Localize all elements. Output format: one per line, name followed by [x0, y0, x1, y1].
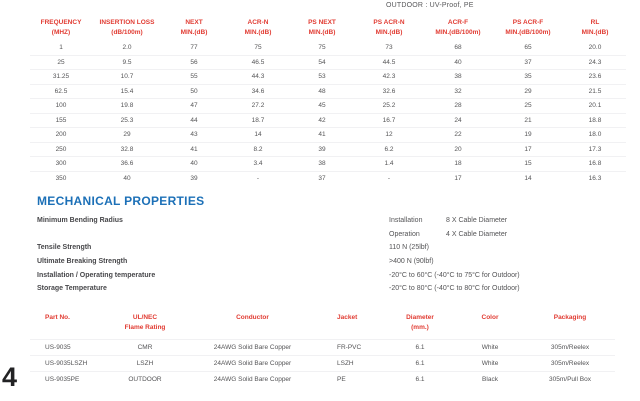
- table-cell: 305m/Reelex: [525, 356, 615, 372]
- part-number-table: [30, 313, 615, 387]
- table-cell: 68: [454, 44, 462, 52]
- table-cell: 21: [492, 113, 564, 128]
- table-cell: 29: [492, 84, 564, 99]
- table-cell: 14: [226, 128, 290, 143]
- table-cell: 17: [492, 142, 564, 157]
- table-cell: 2.0: [122, 44, 132, 52]
- column-header: FREQUENCY (MHZ): [40, 19, 82, 36]
- table-cell: 37: [290, 171, 354, 185]
- table-cell: 305m/Pull Box: [525, 372, 615, 388]
- table-cell: CMR: [110, 340, 180, 356]
- column-header: PS ACR-F MIN.(dB/100m): [505, 19, 551, 36]
- table-cell: 6.2: [354, 142, 424, 157]
- table-cell: 9.5: [92, 55, 162, 70]
- table-cell: PE: [325, 372, 385, 388]
- table-cell: 28: [424, 99, 492, 114]
- part-number-table-head: [30, 313, 615, 340]
- table-cell: 20.1: [564, 99, 626, 114]
- table-cell: 42: [290, 113, 354, 128]
- electrical-characteristics-section: [30, 18, 626, 185]
- mechanical-property-row: [37, 231, 607, 245]
- column-header: RL MIN.(dB): [581, 19, 609, 36]
- table-cell: US-9035: [30, 340, 110, 356]
- table-cell: 250: [30, 142, 92, 157]
- table-row: [30, 113, 626, 128]
- table-cell: 73: [385, 44, 393, 52]
- table-cell: US-9035PE: [30, 372, 110, 388]
- table-cell: 16.7: [354, 113, 424, 128]
- table-cell: 56: [162, 55, 226, 70]
- table-cell: 40: [162, 157, 226, 172]
- table-row: [30, 128, 626, 143]
- column-header: Jacket: [337, 314, 358, 321]
- table-cell: 44: [162, 113, 226, 128]
- column-header: PS NEXT MIN.(dB): [308, 19, 336, 36]
- table-cell: 14: [492, 171, 564, 185]
- table-cell: 25.2: [354, 99, 424, 114]
- table-cell: FR-PVC: [325, 340, 385, 356]
- ordering-information-section: [30, 313, 615, 387]
- table-cell: 21.5: [564, 84, 626, 99]
- table-cell: 62.5: [30, 84, 92, 99]
- table-cell: 41: [162, 142, 226, 157]
- table-cell: 25: [492, 99, 564, 114]
- table-cell: 17: [424, 171, 492, 185]
- table-cell: 300: [30, 157, 92, 172]
- table-cell: 25.3: [92, 113, 162, 128]
- table-cell: 24AWG Solid Bare Copper: [180, 340, 325, 356]
- table-cell: 46.5: [226, 55, 290, 70]
- table-cell: 50: [162, 84, 226, 99]
- table-cell: 32: [424, 84, 492, 99]
- page-number: 4: [2, 362, 18, 392]
- table-cell: 6.1: [385, 356, 455, 372]
- table-cell: 19.8: [92, 99, 162, 114]
- part-number-table-body: [30, 340, 615, 388]
- property-label: Minimum Bending Radius: [37, 217, 123, 224]
- property-value: Installation: [389, 217, 423, 224]
- table-cell: 18: [424, 157, 492, 172]
- table-cell: 20.0: [588, 44, 602, 52]
- mechanical-properties-list: [37, 217, 607, 299]
- electrical-table-body: [30, 41, 626, 185]
- table-cell: LSZH: [325, 356, 385, 372]
- property-value: -20°C to 60°C (-40°C to 75°C for Outdoor): [389, 271, 520, 279]
- table-cell: LSZH: [110, 356, 180, 372]
- property-value-detail: 4 X Cable Diameter: [446, 230, 508, 238]
- table-cell: 45: [290, 99, 354, 114]
- table-cell: 32.6: [354, 84, 424, 99]
- table-cell: 55: [162, 70, 226, 85]
- table-cell: 75: [254, 44, 262, 52]
- table-cell: 18.7: [226, 113, 290, 128]
- table-cell: 24AWG Solid Bare Copper: [180, 372, 325, 388]
- table-cell: 3.4: [226, 157, 290, 172]
- table-cell: 37: [492, 55, 564, 70]
- table-row: [30, 55, 626, 70]
- table-row: [30, 372, 615, 388]
- table-cell: 6.1: [385, 372, 455, 388]
- table-cell: 34.6: [226, 84, 290, 99]
- table-cell: 77: [190, 44, 198, 52]
- table-cell: 6.1: [385, 340, 455, 356]
- mechanical-property-row: [37, 272, 607, 286]
- table-cell: 29: [92, 128, 162, 143]
- table-cell: 43: [162, 128, 226, 143]
- table-cell: 8.2: [226, 142, 290, 157]
- table-cell: 39: [162, 171, 226, 185]
- property-label: Installation / Operating temperature: [37, 271, 156, 279]
- table-cell: 35: [492, 70, 564, 85]
- column-header: ACR-F MIN.(dB/100m): [435, 19, 481, 36]
- table-cell: 25: [30, 55, 92, 70]
- column-header: Part No.: [45, 314, 70, 321]
- property-value: >400 N (90lbf): [389, 258, 434, 266]
- table-cell: 27.2: [226, 99, 290, 114]
- electrical-table-head: [30, 18, 626, 41]
- table-row: [30, 99, 626, 114]
- table-cell: 53: [290, 70, 354, 85]
- table-cell: 75: [318, 44, 326, 52]
- column-header: NEXT MIN.(dB): [180, 19, 208, 36]
- table-cell: 40: [424, 55, 492, 70]
- table-cell: 24AWG Solid Bare Copper: [180, 356, 325, 372]
- table-row: [30, 41, 626, 55]
- table-cell: 44.5: [354, 55, 424, 70]
- table-cell: US-9035LSZH: [30, 356, 110, 372]
- table-cell: 42.3: [354, 70, 424, 85]
- table-cell: 22: [424, 128, 492, 143]
- table-cell: 100: [30, 99, 92, 114]
- table-cell: 12: [354, 128, 424, 143]
- table-cell: 47: [162, 99, 226, 114]
- mechanical-property-row: [37, 244, 607, 258]
- table-cell: 31.25: [30, 70, 92, 85]
- mechanical-properties-title: MECHANICAL PROPERTIES: [37, 194, 205, 208]
- table-cell: 44.3: [226, 70, 290, 85]
- property-value: 110 N (25lbf): [389, 244, 429, 252]
- table-cell: 40: [92, 171, 162, 185]
- table-row: [30, 356, 615, 372]
- table-cell: 155: [30, 113, 92, 128]
- table-cell: 15: [492, 157, 564, 172]
- table-cell: 10.7: [92, 70, 162, 85]
- table-cell: 38: [424, 70, 492, 85]
- table-cell: 39: [290, 142, 354, 157]
- table-cell: 1: [59, 44, 63, 52]
- electrical-characteristics-table: [30, 18, 626, 185]
- table-row: [30, 340, 615, 356]
- table-cell: 24.3: [564, 55, 626, 70]
- table-row: [30, 171, 626, 185]
- table-cell: 20: [424, 142, 492, 157]
- table-row: [30, 142, 626, 157]
- table-cell: 200: [30, 128, 92, 143]
- table-cell: 17.3: [564, 142, 626, 157]
- outdoor-variant-note: OUTDOOR : UV-Proof, PE: [386, 2, 474, 9]
- table-cell: 48: [290, 84, 354, 99]
- table-cell: -: [354, 171, 424, 185]
- table-cell: OUTDOOR: [110, 372, 180, 388]
- column-header: Packaging: [553, 314, 587, 321]
- table-cell: -: [226, 171, 290, 185]
- column-header: INSERTION LOSS (dB/100m): [99, 19, 155, 36]
- column-header: Conductor: [236, 314, 269, 321]
- table-cell: 16.3: [564, 171, 626, 185]
- column-header: PS ACR-N MIN.(dB): [373, 19, 405, 36]
- table-cell: 32.8: [92, 142, 162, 157]
- table-row: [30, 70, 626, 85]
- property-value-detail: 8 X Cable Diameter: [446, 217, 508, 224]
- table-cell: White: [455, 356, 525, 372]
- table-cell: 65: [524, 44, 532, 52]
- mechanical-property-row: [37, 285, 607, 299]
- table-cell: 41: [290, 128, 354, 143]
- table-cell: 19: [492, 128, 564, 143]
- table-cell: 18.0: [564, 128, 626, 143]
- table-cell: 36.6: [92, 157, 162, 172]
- table-cell: 16.8: [564, 157, 626, 172]
- column-header: UL/NEC Flame Rating: [124, 314, 166, 331]
- column-header: Color: [481, 314, 499, 321]
- property-value: -20°C to 80°C (-40°C to 80°C for Outdoor): [389, 285, 520, 293]
- table-cell: 15.4: [92, 84, 162, 99]
- table-cell: 23.6: [564, 70, 626, 85]
- column-header: ACR-N MIN.(dB): [244, 19, 272, 36]
- table-cell: 305m/Reelex: [525, 340, 615, 356]
- property-label: Ultimate Breaking Strength: [37, 258, 128, 266]
- table-cell: 54: [290, 55, 354, 70]
- table-cell: 18.8: [564, 113, 626, 128]
- table-row: [30, 84, 626, 99]
- table-cell: 38: [290, 157, 354, 172]
- mechanical-property-row: [37, 258, 607, 272]
- table-cell: White: [455, 340, 525, 356]
- property-label: Storage Temperature: [37, 285, 107, 293]
- table-cell: 24: [424, 113, 492, 128]
- mechanical-property-row: [37, 217, 607, 231]
- property-label: Tensile Strength: [37, 244, 92, 252]
- table-cell: Black: [455, 372, 525, 388]
- table-cell: 1.4: [354, 157, 424, 172]
- property-value: Operation: [389, 230, 420, 238]
- column-header: Diameter (mm.): [406, 314, 434, 331]
- table-cell: 350: [30, 171, 92, 185]
- table-row: [30, 157, 626, 172]
